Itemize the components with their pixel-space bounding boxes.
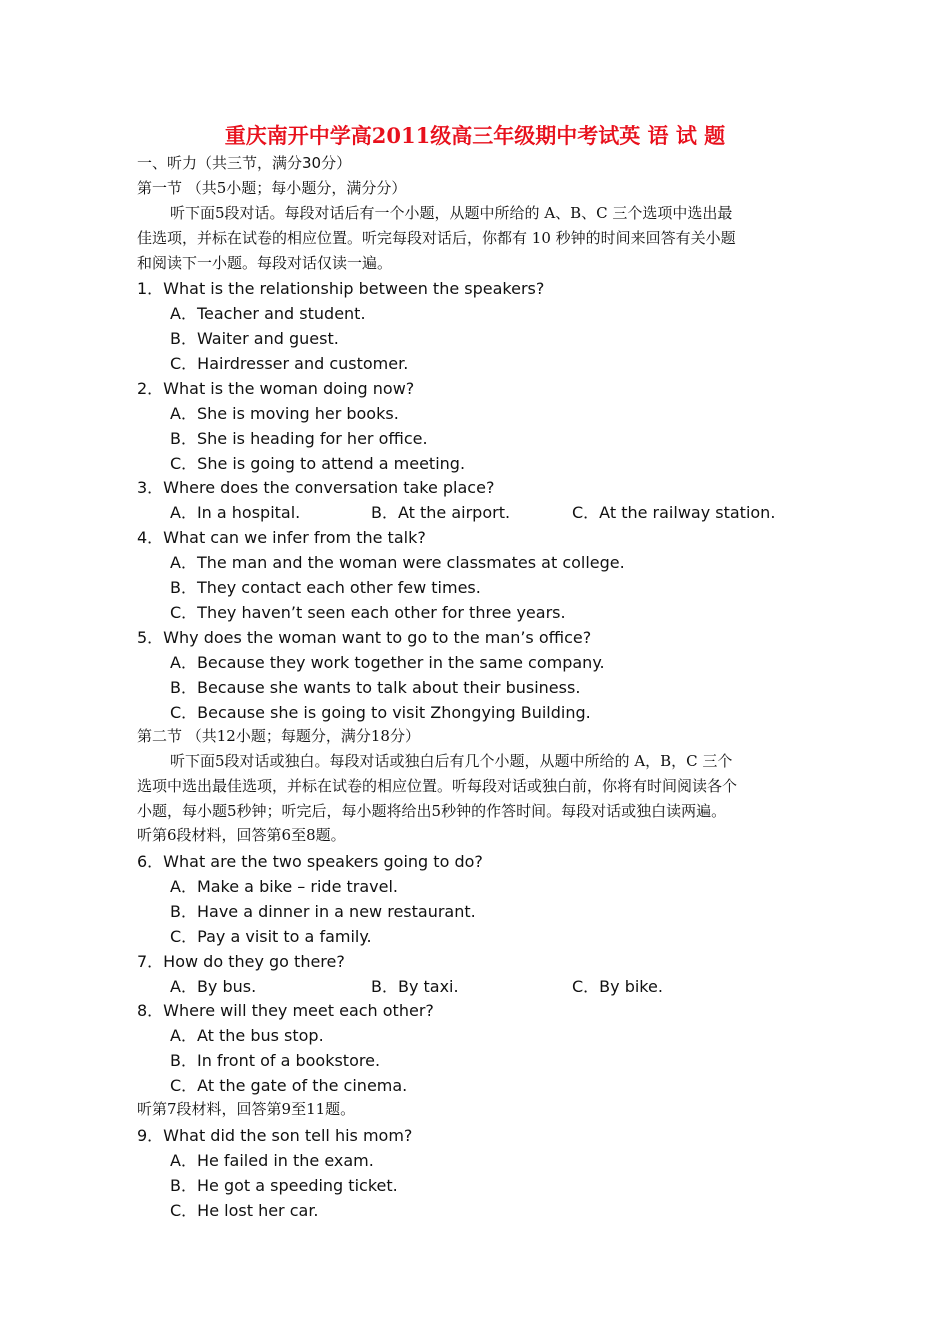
question-3-option-c: C．At the railway station. — [572, 503, 776, 522]
question-5-stem: 5．Why does the woman want to go to the man’s office? — [137, 628, 592, 647]
question-8-option-a: A．At the bus stop. — [170, 1026, 324, 1045]
question-7-option-b: B．By taxi. — [371, 977, 459, 996]
question-7-option-c: C．By bike. — [572, 977, 663, 996]
section1-instruction-line: 听下面5段对话。每段对话后有一个小题，从题中所给的 A、B、C 三个选项中选出最 — [170, 204, 733, 222]
question-9-option-b: B．He got a speeding ticket. — [170, 1176, 398, 1195]
question-9-option-c: C．He lost her car. — [170, 1201, 319, 1220]
section1-instruction-line: 和阅读下一小题。每段对话仅读一遍。 — [137, 254, 393, 272]
question-8-option-c: C．At the gate of the cinema. — [170, 1076, 408, 1095]
question-2-option-c: C．She is going to attend a meeting. — [170, 454, 466, 473]
question-7-option-a: A．By bus. — [170, 977, 257, 996]
section2-instruction-line: 选项中选出最佳选项，并标在试卷的相应位置。听每段对话或独白前，你将有时间阅读各个 — [137, 777, 738, 795]
section1-instruction-line: 佳选项，并标在试卷的相应位置。听完每段对话后，你都有 10 秒钟的时间来回答有关小题 — [137, 229, 736, 247]
question-9-option-a: A．He failed in the exam. — [170, 1151, 374, 1170]
question-3-option-b: B．At the airport. — [371, 503, 511, 522]
question-4-stem: 4．What can we infer from the talk? — [137, 528, 426, 547]
question-3-option-a: A．In a hospital. — [170, 503, 301, 522]
question-2-stem: 2．What is the woman doing now? — [137, 379, 415, 398]
question-6-option-b: B．Have a dinner in a new restaurant. — [170, 902, 476, 921]
question-1-stem: 1．What is the relationship between the speakers? — [137, 279, 545, 298]
question-1-option-c: C．Hairdresser and customer. — [170, 354, 409, 373]
question-5-option-b: B．Because she wants to talk about their business. — [170, 678, 581, 697]
question-3-stem: 3．Where does the conversation take place? — [137, 478, 495, 497]
question-2-option-b: B．She is heading for her office. — [170, 429, 428, 448]
question-4-option-b: B．They contact each other few times. — [170, 578, 481, 597]
material-6-note: 听第6段材料，回答第6至8题。 — [137, 826, 346, 844]
question-7-stem: 7．How do they go there? — [137, 952, 345, 971]
question-2-option-a: A．She is moving her books. — [170, 404, 399, 423]
section2-instruction-line: 小题，每小题5秒钟；听完后，每小题将给出5秒钟的作答时间。每段对话或独白读两遍。 — [137, 802, 727, 820]
section2-instruction-line: 听下面5段对话或独白。每段对话或独白后有几个小题，从题中所给的 A，B，C 三个 — [170, 752, 733, 770]
section1-heading: 第一节 （共5小题；每小题分，满分分） — [137, 179, 407, 197]
part1-heading: 一、听力（共三节，满分30分） — [137, 154, 352, 172]
question-6-option-a: A．Make a bike – ride travel. — [170, 877, 398, 896]
page-title: 重庆南开中学高2011级高三年级期中考试英 语 试 题 — [224, 123, 726, 148]
question-4-option-c: C．They haven’t seen each other for three years. — [170, 603, 566, 622]
question-4-option-a: A．The man and the woman were classmates at college. — [170, 553, 625, 572]
question-6-option-c: C．Pay a visit to a family. — [170, 927, 372, 946]
question-8-stem: 8．Where will they meet each other? — [137, 1001, 434, 1020]
question-9-stem: 9．What did the son tell his mom? — [137, 1126, 413, 1145]
question-5-option-a: A．Because they work together in the same company. — [170, 653, 605, 672]
question-8-option-b: B．In front of a bookstore. — [170, 1051, 381, 1070]
material-7-note: 听第7段材料，回答第9至11题。 — [137, 1100, 356, 1118]
section2-heading: 第二节 （共12小题；每题分，满分18分） — [137, 727, 420, 745]
question-6-stem: 6．What are the two speakers going to do? — [137, 852, 483, 871]
question-1-option-b: B．Waiter and guest. — [170, 329, 339, 348]
question-1-option-a: A．Teacher and student. — [170, 304, 366, 323]
question-5-option-c: C．Because she is going to visit Zhongying Building. — [170, 703, 591, 722]
